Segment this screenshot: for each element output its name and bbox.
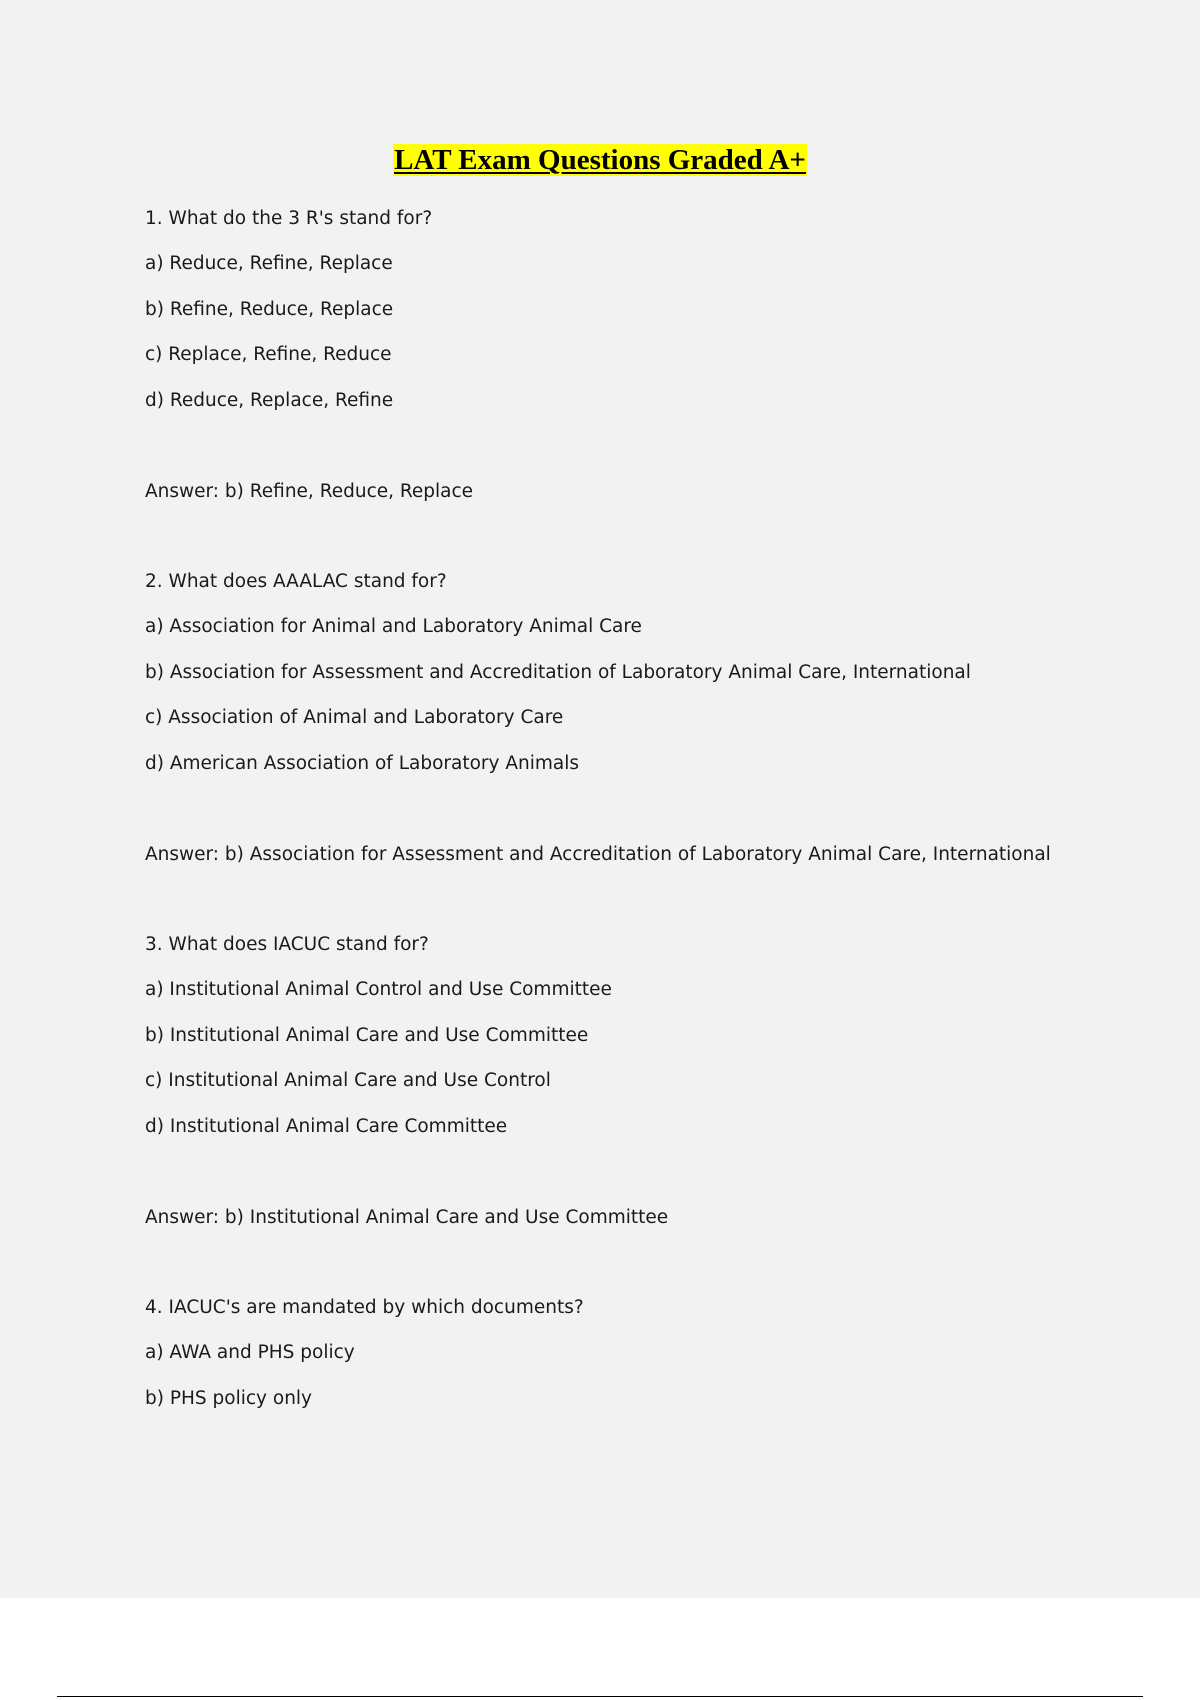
question-2-option-b: b) Association for Assessment and Accreditation of Laboratory Animal Care, International: [145, 662, 971, 683]
question-3-option-c: c) Institutional Animal Care and Use Control: [145, 1070, 551, 1091]
question-1-answer: Answer: b) Refine, Reduce, Replace: [145, 481, 474, 502]
question-3-answer: Answer: b) Institutional Animal Care and Use Committee: [145, 1207, 669, 1228]
question-1-option-a: a) Reduce, Refine, Replace: [145, 253, 393, 274]
question-3-option-a: a) Institutional Animal Control and Use Committee: [145, 979, 612, 1000]
question-1-option-d: d) Reduce, Replace, Refine: [145, 390, 394, 411]
question-1-option-b: b) Refine, Reduce, Replace: [145, 299, 394, 320]
question-1-option-c: c) Replace, Refine, Reduce: [145, 344, 392, 365]
question-3-text: 3. What does IACUC stand for?: [145, 934, 429, 955]
question-4-option-a: a) AWA and PHS policy: [145, 1342, 355, 1363]
question-4-option-b: b) PHS policy only: [145, 1388, 313, 1409]
question-2-option-a: a) Association for Animal and Laboratory Animal Care: [145, 616, 642, 637]
question-2-option-d: d) American Association of Laboratory Animals: [145, 753, 580, 774]
document-title-wrapper: [0, 143, 1200, 177]
question-4-text: 4. IACUC's are mandated by which documents?: [145, 1297, 584, 1318]
question-2-text: 2. What does AAALAC stand for?: [145, 571, 447, 592]
question-3-option-d: d) Institutional Animal Care Committee: [145, 1116, 508, 1137]
document-title: LAT Exam Questions Graded A+: [394, 144, 806, 176]
question-1-text: 1. What do the 3 R's stand for?: [145, 208, 433, 229]
question-3-option-b: b) Institutional Animal Care and Use Committee: [145, 1025, 589, 1046]
question-2-answer: Answer: b) Association for Assessment and Accreditation of Laboratory Animal Care, International: [145, 844, 1051, 865]
question-2-option-c: c) Association of Animal and Laboratory Care: [145, 707, 564, 728]
footer-divider: [57, 1696, 1143, 1697]
